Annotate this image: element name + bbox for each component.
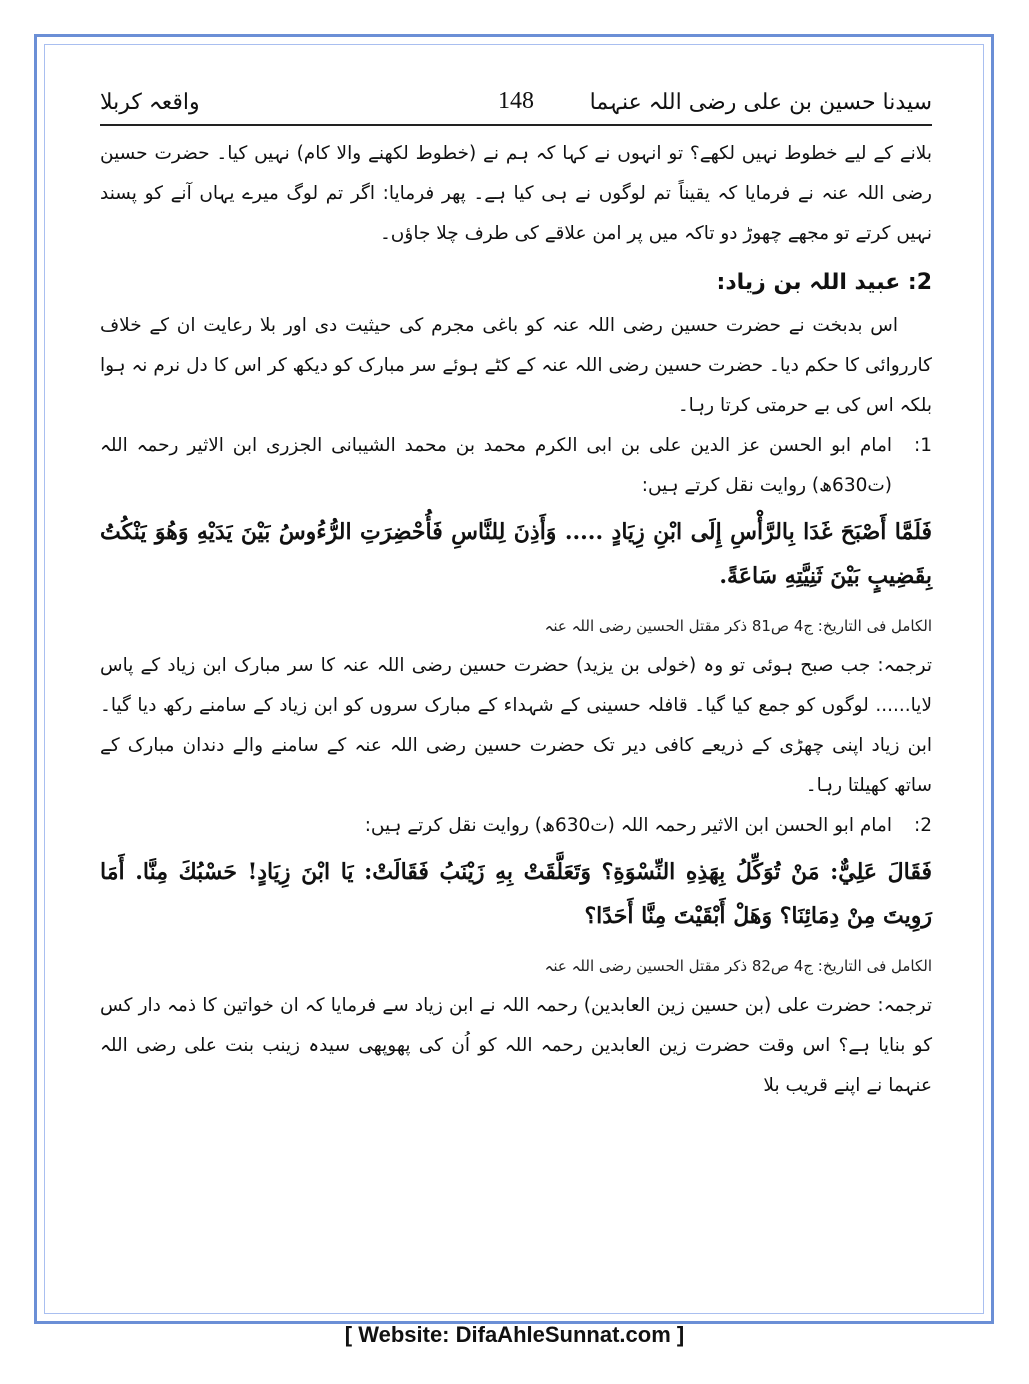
section-heading: 2: عبید اللہ بن زیاد:	[716, 270, 932, 295]
website-footer: [ Website: DifaAhleSunnat.com ]	[344, 1322, 685, 1347]
page-number: 148	[498, 88, 534, 114]
book-title: سیدنا حسین بن علی رضی اللہ عنہما	[589, 90, 932, 115]
translation-2: ترجمہ: حضرت علی (بن حسین زین العابدین) رحمہ اللہ نے ابن زیاد سے فرمایا کہ ان خواتین کا ذمہ دار کس کو بنایا ہے؟ اس وقت حضرت زین العابدین رحمہ اللہ کو اُن کی پھوپھی سیدہ زینب بنت علی رضی اللہ عنہما نے اپنے قریب بلا	[100, 995, 932, 1096]
translation-1: ترجمہ: جب صبح ہوئی تو وہ (خولی بن یزید) حضرت حسین رضی اللہ عنہ کا سر مبارک ابن زیاد کے پاس لایا...... لوگوں کو جمع کیا گیا۔ قافلہ حسینی کے شہداء کے مبارک سروں کو ابن زیاد کے سامنے رکھ دیا گیا۔ ابن زیاد اپنی چھڑی کے ذریعے کافی دیر تک حضرت حسین رضی اللہ عنہ کے سامنے والے دندان مبارک کے ساتھ کھیلتا رہا۔	[100, 655, 932, 796]
paragraph-2: اس بدبخت نے حضرت حسین رضی اللہ عنہ کو باغی مجرم کی حیثیت دی اور بلا رعایت ان کے خلاف کارروائی کا حکم دیا۔ حضرت حسین رضی اللہ عنہ کے کٹے ہوئے سر مبارک کو دیکھ کر اس کا دل نرم نہ ہوا بلکہ اس کی بے حرمتی کرتا رہا۔	[100, 315, 932, 416]
item-text: امام ابو الحسن عز الدین علی بن ابی الکرم محمد بن محمد الشیبانی الجزری ابن الاثیر رحمہ اللہ (ت630ھ) روایت نقل کرتے ہیں:	[100, 435, 892, 496]
item-number: 2:	[913, 815, 932, 836]
page-header	[100, 88, 932, 122]
arabic-quote-1: فَلَمَّا أَصْبَحَ غَدَا بِالرَّأْسِ إِلَى ابْنِ زِيَادٍ ..... وَأَذِنَ لِلنَّاسِ فَأُحْضِرَتِ الرُّءُوسُ بَيْنَ يَدَيْهِ وَهُوَ يَنْكُتُ بِقَضِيبٍ بَيْنَ ثَنِيَّتِهِ سَاعَةً.	[100, 519, 932, 589]
numbered-item-1	[100, 426, 932, 506]
reference-2: الکامل فی التاریخ: ج4 ص82 ذکر مقتل الحسین رضی اللہ عنہ	[544, 957, 932, 975]
arabic-quote-2: فَقَالَ عَلِيٌّ: مَنْ تُوَكِّلُ بِهَذِهِ النِّسْوَةِ؟ وَتَعَلَّقَتْ بِهِ زَيْنَبُ فَقَالَتْ: يَا ابْنَ زِيَادٍ! حَسْبُكَ مِنَّا. أَمَا رَوِيتَ مِنْ دِمَائِنَا؟ وَهَلْ أَبْقَيْتَ مِنَّا أَحَدًا؟	[100, 859, 932, 929]
item-text: امام ابو الحسن ابن الاثیر رحمہ اللہ (ت630ھ) روایت نقل کرتے ہیں:	[364, 815, 892, 836]
page-content	[100, 134, 932, 1106]
paragraph-1: بلانے کے لیے خطوط نہیں لکھے؟ تو انہوں نے کہا کہ ہم نے (خطوط لکھنے والا کام) نہیں کیا۔ حضرت حسین رضی اللہ عنہ نے فرمایا کہ یقیناً تم لوگوں نے ہی کیا ہے۔ پھر فرمایا: اگر تم لوگ میرے یہاں آنے کو پسند نہیں کرتے تو مجھے چھوڑ دو تاکہ میں پر امن علاقے کی طرف چلا جاؤں۔	[100, 143, 932, 244]
item-number: 1:	[913, 435, 932, 456]
numbered-item-2	[100, 806, 932, 846]
chapter-title: واقعہ کربلا	[100, 90, 200, 115]
reference-1: الکامل فی التاریخ: ج4 ص81 ذکر مقتل الحسین رضی اللہ عنہ	[544, 617, 932, 635]
header-divider	[100, 124, 932, 126]
